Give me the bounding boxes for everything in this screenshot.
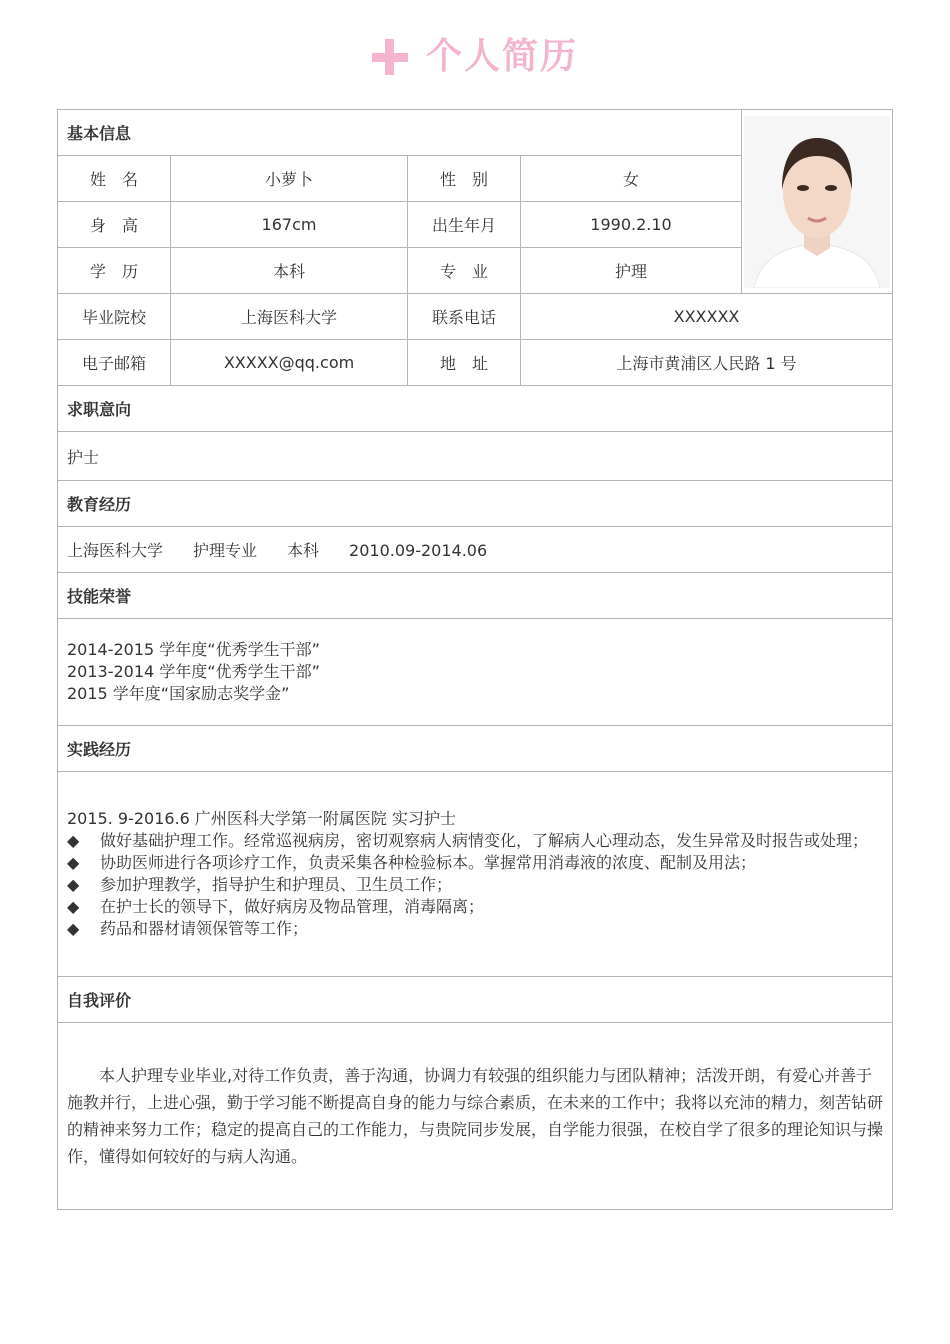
education-major: 护理专业 bbox=[193, 541, 258, 560]
list-item: ◆ 协助医师进行各项诊疗工作，负责采集各种检验标本。掌握常用消毒液的浓度、配制及用法； bbox=[67, 853, 757, 872]
education-heading: 教育经历 bbox=[58, 481, 893, 527]
diamond-bullet-icon: ◆ bbox=[67, 875, 80, 894]
honors-list bbox=[58, 619, 893, 726]
diamond-bullet-icon: ◆ bbox=[67, 897, 80, 916]
height-value: 167cm bbox=[171, 202, 408, 248]
education-degree: 本科 bbox=[287, 541, 320, 560]
address-value: 上海市黄浦区人民路 1 号 bbox=[521, 340, 893, 386]
birth-label: 出生年月 bbox=[408, 202, 521, 248]
phone-label: 联系电话 bbox=[408, 294, 521, 340]
education-school: 上海医科大学 bbox=[67, 541, 164, 560]
major-label: 专 业 bbox=[408, 248, 521, 294]
list-item: ◆ 药品和器材请领保管等工作； bbox=[67, 919, 309, 938]
honor-item: 2015 学年度“国家励志奖学金” bbox=[67, 684, 290, 703]
intent-heading: 求职意向 bbox=[58, 386, 893, 432]
self-eval-heading: 自我评价 bbox=[58, 977, 893, 1023]
phone-value: XXXXXX bbox=[521, 294, 893, 340]
self-eval-cell bbox=[58, 1023, 893, 1210]
honor-item: 2014-2015 学年度“优秀学生干部” bbox=[67, 640, 320, 659]
list-item: ◆ 在护士长的领导下，做好病房及物品管理，消毒隔离； bbox=[67, 897, 485, 916]
education-row bbox=[58, 527, 893, 573]
practice-summary: 2015. 9-2016.6 广州医科大学第一附属医院 实习护士 bbox=[67, 809, 457, 828]
education-period: 2010.09-2014.06 bbox=[349, 541, 488, 560]
birth-value: 1990.2.10 bbox=[521, 202, 742, 248]
major-value: 护理 bbox=[521, 248, 742, 294]
gender-label: 性 别 bbox=[408, 156, 521, 202]
degree-value: 本科 bbox=[171, 248, 408, 294]
diamond-bullet-icon: ◆ bbox=[67, 853, 80, 872]
honor-item: 2013-2014 学年度“优秀学生干部” bbox=[67, 662, 320, 681]
height-label: 身 高 bbox=[58, 202, 171, 248]
resume-table bbox=[57, 109, 893, 1210]
page-title: 个人简历 bbox=[425, 35, 578, 77]
photo-cell bbox=[742, 110, 893, 294]
email-label: 电子邮箱 bbox=[58, 340, 171, 386]
diamond-bullet-icon: ◆ bbox=[67, 919, 80, 938]
practice-heading: 实践经历 bbox=[58, 726, 893, 772]
address-label: 地 址 bbox=[408, 340, 521, 386]
practice-content bbox=[58, 772, 893, 977]
self-eval-text: 本人护理专业毕业,对待工作负责，善于沟通，协调力有较强的组织能力与团队精神；活泼开朗，有爱心并善于施教并行，上进心强，勤于学习能不断提高自身的能力与综合素质，在未来的工作中；我将以充沛的精力，刻苦钻研的精神来努力工作；稳定的提高自己的工作能力，与贵院同步发展，自学能力很强，在校自学了很多的理论知识与操作，懂得如何较好的与病人沟通。 bbox=[67, 1066, 884, 1166]
diamond-bullet-icon: ◆ bbox=[67, 831, 80, 850]
degree-label: 学 历 bbox=[58, 248, 171, 294]
plus-icon bbox=[372, 39, 408, 75]
gender-value: 女 bbox=[521, 156, 742, 202]
email-value: XXXXX@qq.com bbox=[171, 340, 408, 386]
person-photo-icon bbox=[744, 116, 890, 288]
resume-title bbox=[0, 28, 950, 78]
honors-heading: 技能荣誉 bbox=[58, 573, 893, 619]
name-value: 小萝卜 bbox=[171, 156, 408, 202]
name-label: 姓 名 bbox=[58, 156, 171, 202]
list-item: ◆ 参加护理教学，指导护生和护理员、卫生员工作； bbox=[67, 875, 453, 894]
list-item: ◆ 做好基础护理工作。经常巡视病房，密切观察病人病情变化，了解病人心理动态，发生异常及时报告或处理； bbox=[67, 831, 869, 850]
basic-info-heading: 基本信息 bbox=[58, 110, 742, 156]
intent-value: 护士 bbox=[58, 432, 893, 481]
school-label: 毕业院校 bbox=[58, 294, 171, 340]
school-value: 上海医科大学 bbox=[171, 294, 408, 340]
profile-photo bbox=[744, 116, 890, 288]
